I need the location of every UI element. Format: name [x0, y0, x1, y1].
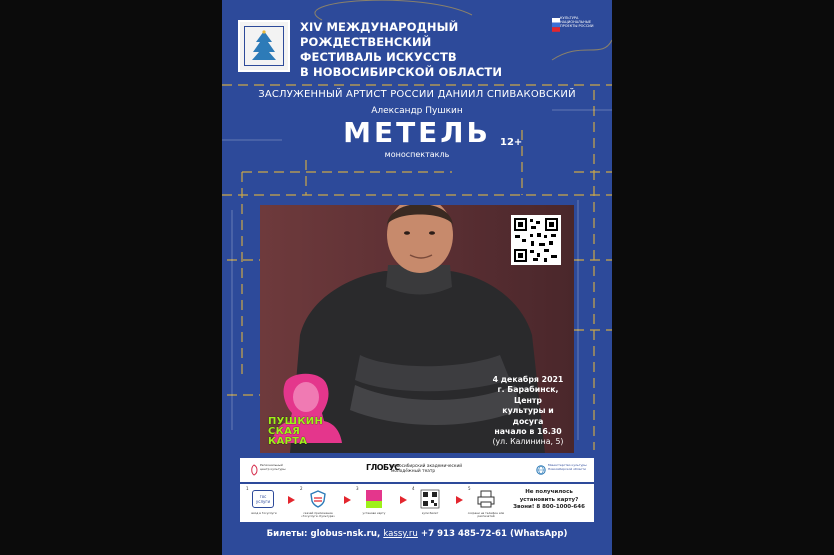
step-number: 1	[246, 486, 249, 491]
step-number: 5	[468, 486, 471, 491]
step-label: купи билет	[421, 511, 439, 515]
step-number: 4	[412, 486, 415, 491]
pushkin-card-mini-icon	[364, 488, 384, 510]
help-block	[506, 489, 592, 512]
festival-title	[300, 20, 540, 80]
event-details	[486, 375, 570, 448]
festival-title-line: ФЕСТИВАЛЬ ИСКУССТВ	[300, 50, 457, 64]
pushkin-card-line1: ПУШКИН	[268, 416, 324, 427]
step-1	[246, 486, 286, 520]
arrow-right-icon	[400, 496, 407, 504]
festival-title-line: РОЖДЕСТВЕНСКИЙ	[300, 35, 432, 49]
actor-photo	[260, 205, 574, 453]
partner-globus-theatre	[366, 462, 486, 478]
age-rating: 12+	[500, 137, 523, 148]
app-shield-icon	[308, 489, 328, 509]
ticket-prefix[interactable]: Билеты: globus-nsk.ru,	[266, 529, 381, 539]
arrow-right-icon	[288, 496, 295, 504]
pushkin-card-line3: КАРТА	[268, 436, 308, 447]
help-line2: установить карту?	[519, 496, 579, 503]
national-projects-logo	[552, 14, 594, 38]
qr-code-pattern	[511, 215, 561, 265]
theatre-name	[391, 464, 462, 474]
step-3	[356, 486, 396, 520]
festival-title-line: В НОВОСИБИРСКОЙ ОБЛАСТИ	[300, 65, 503, 79]
ticket-phone[interactable]: +7 913 485-72-61 (WhatsApp)	[420, 529, 568, 539]
rcc-text: Региональный центр культуры	[260, 463, 286, 471]
national-projects-icon	[552, 18, 560, 32]
partner-regional-culture-center	[250, 463, 286, 477]
emblem-frame	[244, 26, 284, 66]
gosuslugi-icon: гос услуги	[252, 490, 274, 508]
ministry-text: Министерство культуры Новосибирской области	[548, 463, 587, 471]
author-name: Александр Пушкин	[371, 106, 463, 116]
pushkin-card-line2: СКАЯ	[268, 426, 301, 437]
step-number: 3	[356, 486, 359, 491]
theatre-name-line2: молодёжный театр	[391, 469, 436, 474]
event-address: (ул. Калинина, 5)	[492, 437, 564, 447]
globus-logo: ГЛОБУС	[366, 463, 400, 472]
kassy-link[interactable]: kassy.ru	[383, 529, 418, 539]
step-5	[468, 486, 508, 520]
partners-strip	[240, 458, 594, 482]
step-label: вход в Госуслуги	[251, 511, 277, 515]
ticket-info	[222, 529, 612, 539]
step-label: сохрани на телефон или распечатай	[467, 511, 505, 519]
event-date: 4 декабря 2021	[492, 375, 564, 384]
help-phone[interactable]: Звони! 8 800-1000-646	[513, 504, 585, 510]
arrow-right-icon	[344, 496, 351, 504]
help-line1: Не получилось	[525, 489, 573, 495]
step-number: 2	[300, 486, 303, 491]
arrow-right-icon	[456, 496, 463, 504]
pushkin-card-steps	[240, 484, 594, 522]
christmas-tree-icon	[245, 27, 283, 65]
step-2	[300, 486, 340, 520]
event-venue-line2: культуры и досуга	[502, 406, 554, 426]
step-label: скачай приложение «Госуслуги. Культура»	[301, 511, 335, 519]
printer-icon	[476, 489, 496, 509]
show-title: МЕТЕЛЬ	[343, 116, 491, 149]
national-projects-text: КУЛЬТУРА НАЦИОНАЛЬНЫЕ ПРОЕКТЫ РОССИИ	[560, 16, 594, 28]
rcc-logo-icon	[250, 464, 259, 476]
ministry-globe-icon	[536, 465, 546, 475]
festival-poster	[222, 0, 612, 555]
qr-code[interactable]	[511, 215, 561, 265]
event-venue-line1: Центр	[513, 395, 542, 405]
festival-emblem	[238, 20, 290, 72]
event-city: г. Барабинск,	[497, 385, 559, 395]
ticket-qr-icon	[420, 489, 440, 509]
event-time: начало в 16.30	[494, 427, 562, 437]
partner-ministry-of-culture	[536, 463, 592, 477]
festival-title-line: XIV МЕЖДУНАРОДНЫЙ	[300, 20, 459, 34]
pushkin-card-label	[268, 417, 323, 447]
theatre-name-line1: новосибирский академический	[391, 464, 463, 469]
artist-name: ЗАСЛУЖЕННЫЙ АРТИСТ РОССИИ ДАНИИЛ СПИВАКОВСКИЙ	[258, 89, 576, 100]
step-4	[412, 486, 452, 520]
genre-label: моноспектакль	[384, 150, 450, 159]
step-label: установи карту	[362, 511, 386, 515]
